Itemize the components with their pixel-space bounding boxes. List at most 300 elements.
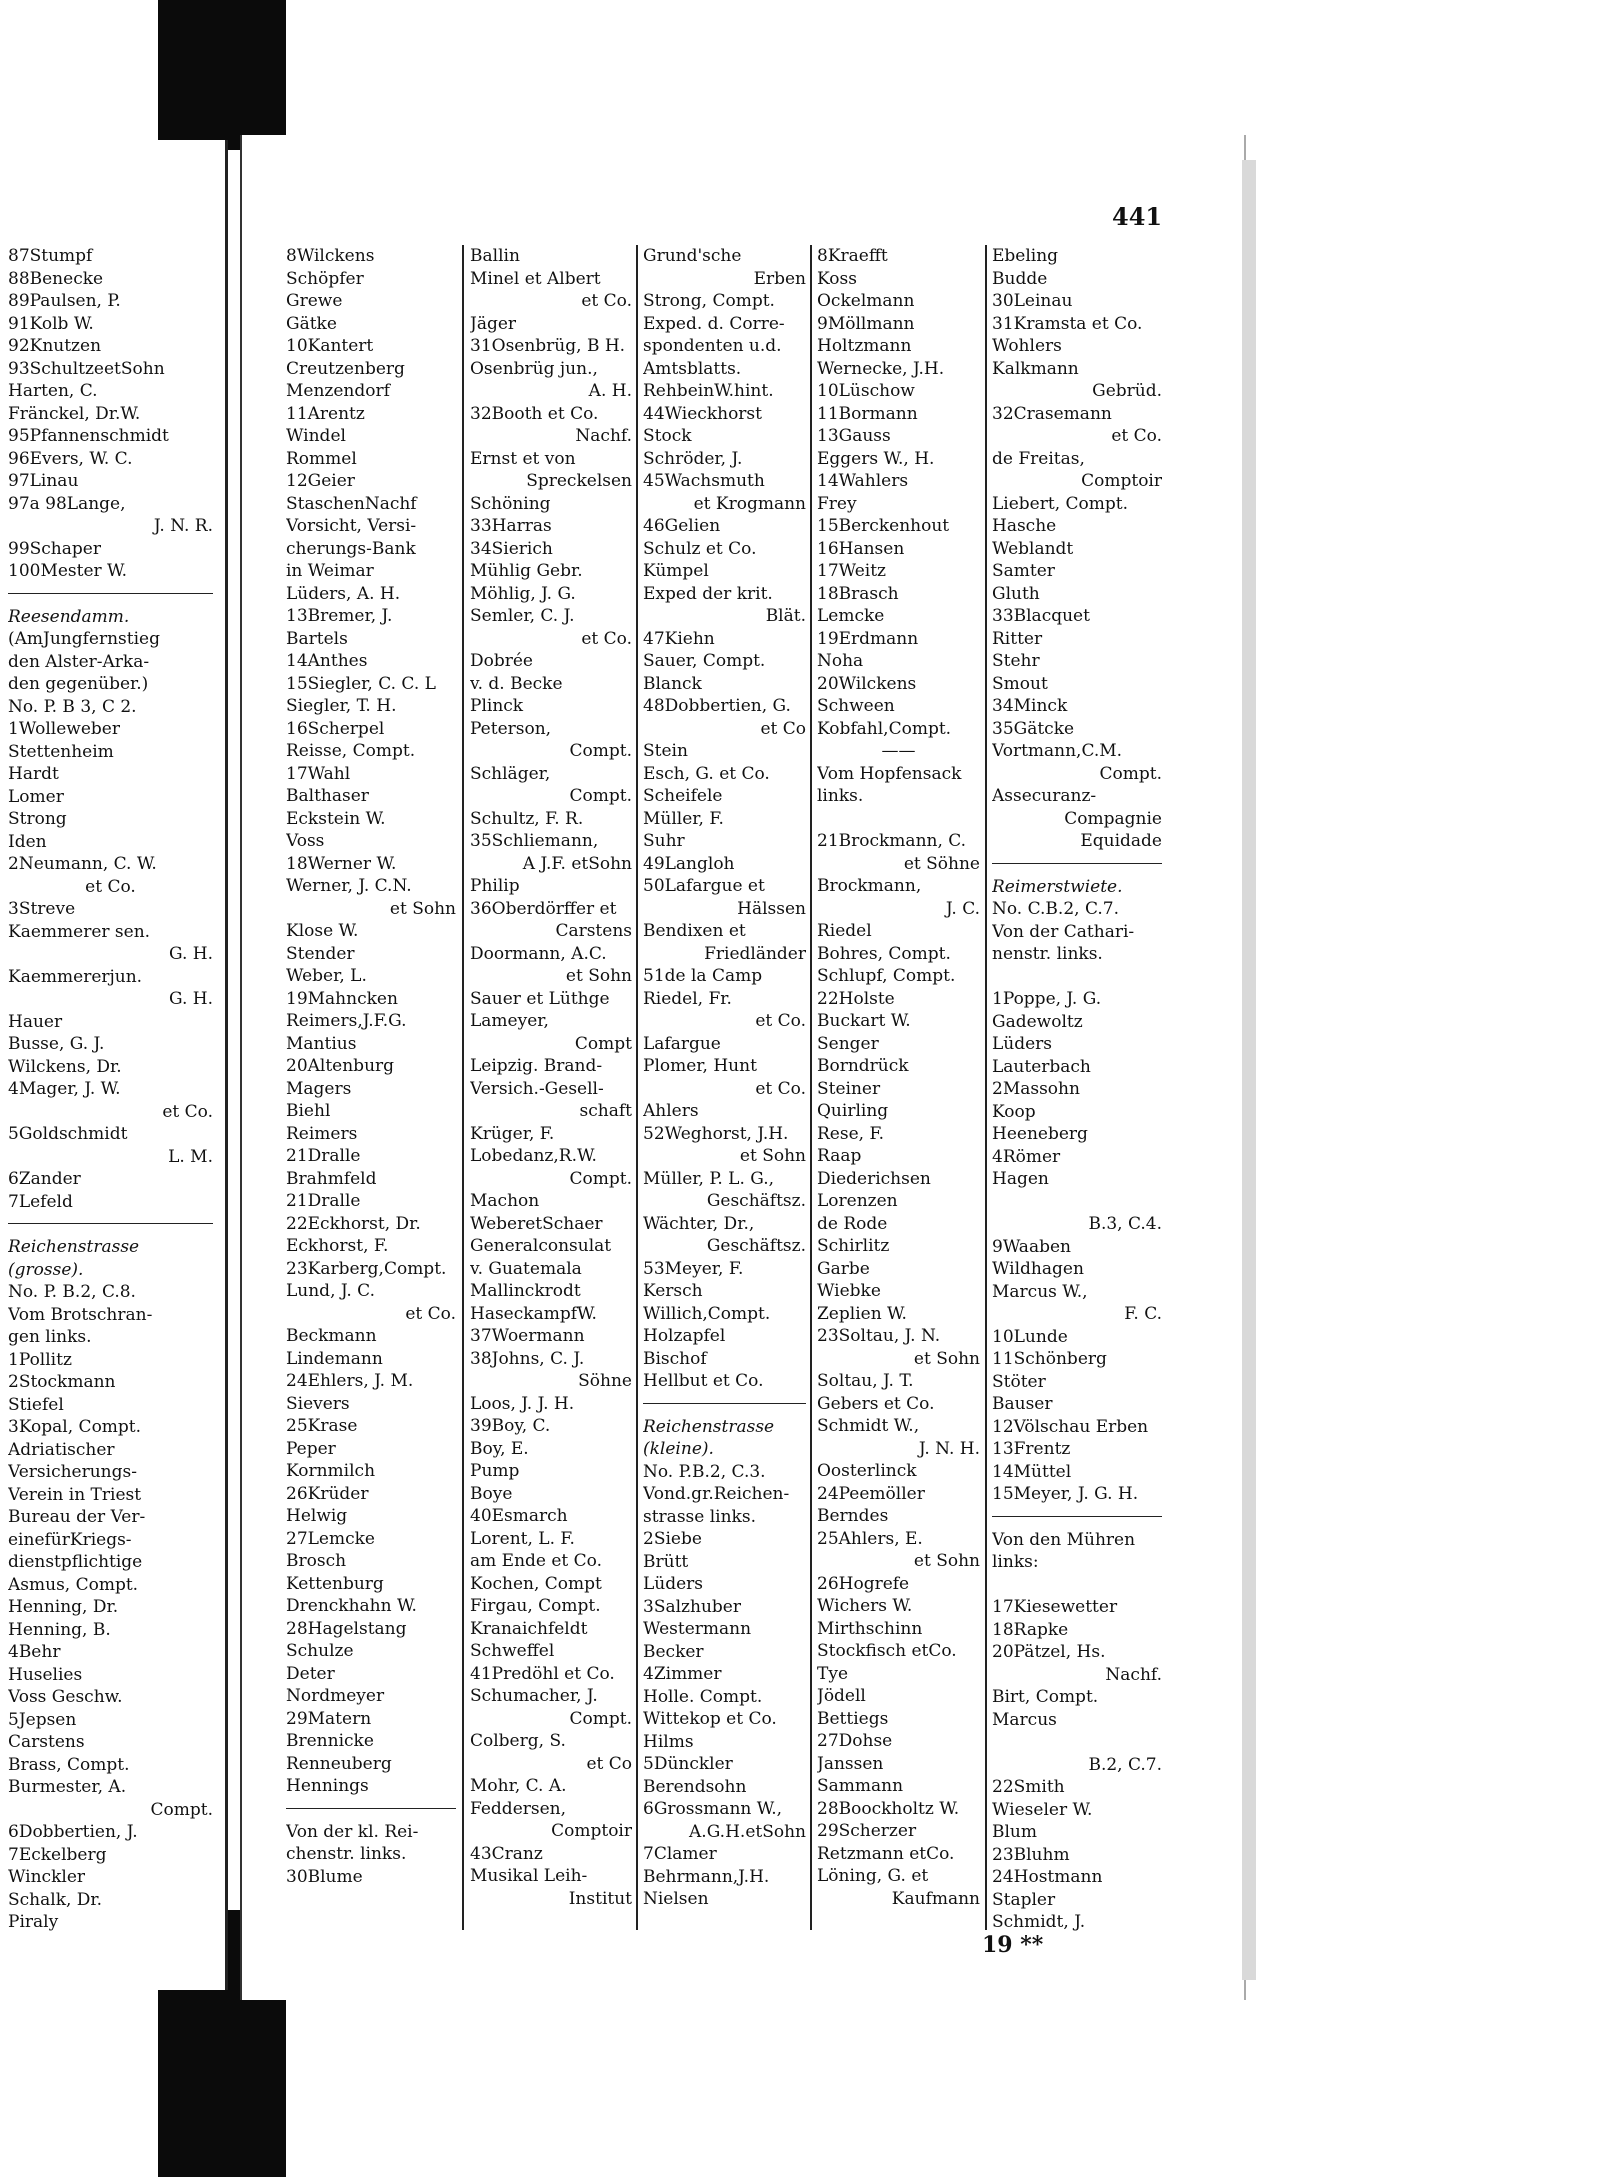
street-heading: Reichenstrasse	[8, 1237, 140, 1257]
directory-entry: Ebeling	[992, 246, 1059, 266]
directory-entry: 14Wahlers	[817, 471, 909, 491]
directory-entry: Hälssen	[737, 898, 806, 919]
directory-entry: Wilckens, Dr.	[8, 1056, 122, 1077]
directory-entry: links:	[992, 1552, 1039, 1572]
directory-entry: Holle. Compt.	[643, 1686, 763, 1707]
directory-entry: 17Kiesewetter	[992, 1597, 1118, 1617]
directory-entry: Reimers,J.F.G.	[286, 1011, 407, 1031]
directory-entry: 27Dohse	[817, 1731, 893, 1751]
directory-entry	[992, 1191, 1162, 1214]
directory-entry: Iden	[8, 831, 47, 852]
directory-entry: 97Linau	[8, 471, 79, 491]
directory-entry: 14Anthes	[286, 651, 368, 671]
directory-entry: Nachf.	[1105, 1664, 1162, 1685]
directory-entry: Colberg, S.	[470, 1731, 566, 1751]
directory-entry: Raap	[817, 1146, 862, 1166]
directory-entry: 12Geier	[286, 471, 355, 491]
directory-entry: Assecuranz-	[992, 786, 1097, 806]
directory-entry: Philip	[470, 876, 520, 896]
directory-entry: Krüger, F.	[470, 1123, 555, 1144]
directory-entry: 13Bremer, J.	[286, 606, 393, 626]
printer-signature: 19 **	[982, 1932, 1044, 1958]
directory-entry: Versicherungs-	[8, 1462, 137, 1482]
column-rule	[462, 245, 464, 1930]
directory-entry: Lomer	[8, 786, 64, 807]
directory-entry: 5Jepsen	[8, 1709, 77, 1730]
directory-entry: Rommel	[286, 448, 357, 469]
directory-entry: Doormann, A.C.	[470, 943, 607, 964]
directory-entry: Löning, G. et	[817, 1866, 929, 1886]
directory-entry: Marcus	[992, 1709, 1057, 1730]
directory-entry: et Co	[760, 718, 806, 739]
directory-column-4	[817, 245, 980, 1910]
directory-entry: Menzendorf	[286, 381, 390, 401]
directory-entry: Brennicke	[286, 1731, 374, 1751]
directory-entry: 4Zimmer	[643, 1664, 722, 1684]
directory-entry: Kaemmererjun.	[8, 966, 143, 987]
directory-entry: Brass, Compt.	[8, 1754, 130, 1775]
directory-entry: den Alster-Arka-	[8, 651, 150, 672]
directory-entry: schaft	[579, 1101, 632, 1121]
directory-entry: 3Streve	[8, 899, 76, 919]
directory-entry: Musikal Leih-	[470, 1866, 588, 1886]
directory-entry: et Co.	[755, 1078, 806, 1099]
directory-entry: A.G.H.etSohn	[689, 1821, 806, 1842]
directory-entry: Compt.	[569, 1168, 632, 1189]
directory-entry: 20Pätzel, Hs.	[992, 1642, 1106, 1662]
directory-entry: HaseckampfW.	[470, 1303, 597, 1324]
directory-entry: 30Leinau	[992, 291, 1073, 311]
directory-entry: Henning, Dr.	[8, 1597, 119, 1617]
directory-entry: 16Hansen	[817, 538, 905, 559]
directory-entry: 93SchultzeetSohn	[8, 358, 165, 379]
directory-entry: J. N. R.	[153, 516, 213, 536]
directory-entry: Bureau der Ver-	[8, 1507, 146, 1527]
directory-entry: No. P.B.2, C.3.	[643, 1461, 766, 1482]
directory-entry: 10Lunde	[992, 1326, 1068, 1347]
directory-entry: 17Weitz	[817, 561, 887, 581]
directory-entry: Stapler	[992, 1889, 1056, 1910]
directory-entry: links.	[817, 786, 864, 806]
directory-entry: Spreckelsen	[526, 471, 632, 491]
directory-entry: B.2, C.7.	[1088, 1754, 1162, 1775]
directory-entry: Plinck	[470, 696, 524, 716]
directory-entry: Kalkmann	[992, 358, 1079, 379]
directory-entry: et Co.	[85, 876, 136, 897]
directory-entry: Buckart W.	[817, 1011, 911, 1031]
directory-entry: Quirling	[817, 1101, 889, 1121]
directory-entry: 1Pollitz	[8, 1349, 72, 1370]
directory-entry: Stöter	[992, 1371, 1046, 1392]
directory-entry: 24Hostmann	[992, 1867, 1103, 1887]
directory-entry: Hennings	[286, 1776, 369, 1796]
directory-entry: 32Crasemann	[992, 403, 1112, 424]
directory-entry: Koop	[992, 1101, 1036, 1122]
directory-entry: Eggers W., H.	[817, 448, 935, 469]
directory-entry: 4Mager, J. W.	[8, 1079, 121, 1099]
street-heading: Reichenstrasse	[643, 1416, 775, 1437]
directory-entry: Sievers	[286, 1393, 350, 1414]
directory-entry: Reisse, Compt.	[286, 741, 416, 761]
directory-entry: 18Rapke	[992, 1619, 1069, 1640]
column-rule	[636, 245, 638, 1930]
directory-entry: 25Krase	[286, 1416, 358, 1436]
directory-entry: Schmidt, J.	[992, 1912, 1086, 1932]
directory-entry: Stehr	[992, 651, 1040, 671]
directory-entry: Budde	[992, 268, 1048, 289]
directory-entry: 17Wahl	[286, 763, 351, 784]
directory-entry: Burmester, A.	[8, 1777, 127, 1797]
directory-entry: Generalconsulat	[470, 1236, 612, 1256]
directory-entry: 44Wieckhorst	[643, 403, 762, 424]
directory-entry: Exped der krit.	[643, 583, 773, 604]
directory-entry: 50Lafargue et	[643, 876, 765, 896]
directory-entry: 24Peemöller	[817, 1483, 925, 1504]
directory-entry: Schröder, J.	[643, 448, 743, 469]
directory-entry: Brosch	[286, 1551, 347, 1571]
directory-entry: No. C.B.2, C.7.	[992, 899, 1119, 919]
page-number: 441	[1112, 202, 1163, 231]
directory-entry: v. Guatemala	[470, 1258, 582, 1279]
directory-column-2	[470, 245, 632, 1910]
directory-entry: 3Salzhuber	[643, 1596, 741, 1617]
page-edge	[1242, 160, 1256, 1980]
street-heading: (kleine).	[643, 1439, 714, 1459]
directory-entry: Lüders	[992, 1034, 1053, 1054]
directory-entry: Wohlers	[992, 336, 1062, 356]
directory-entry: Ritter	[992, 628, 1043, 649]
directory-entry: Wiebke	[817, 1281, 881, 1301]
directory-entry: Vond.gr.Reichen-	[643, 1484, 790, 1504]
directory-entry: Lorent, L. F.	[470, 1528, 575, 1549]
directory-entry: Ernst et von	[470, 448, 576, 469]
directory-entry: 87Stumpf	[8, 246, 93, 266]
directory-entry: Schumacher, J.	[470, 1686, 598, 1706]
directory-entry: Willich,Compt.	[643, 1303, 771, 1324]
directory-entry: Deter	[286, 1663, 335, 1684]
directory-entry: Gluth	[992, 583, 1040, 604]
directory-entry: Bettiegs	[817, 1708, 889, 1729]
directory-entry: Lauterbach	[992, 1056, 1091, 1077]
directory-entry: 23Karberg,Compt.	[286, 1258, 447, 1279]
directory-entry: Balthaser	[286, 786, 369, 806]
directory-column-1	[286, 245, 456, 1888]
directory-entry: 5Goldschmidt	[8, 1124, 128, 1144]
directory-entry: Samter	[992, 561, 1055, 581]
directory-entry: 39Boy, C.	[470, 1416, 551, 1436]
directory-entry: 35Gätcke	[992, 718, 1075, 739]
directory-entry: Blät.	[765, 606, 806, 626]
directory-entry: 7Eckelberg	[8, 1844, 107, 1865]
directory-entry: Amtsblatts.	[643, 358, 742, 379]
directory-entry: A J.F. etSohn	[522, 853, 632, 874]
directory-entry: Von der kl. Rei-	[286, 1821, 419, 1842]
directory-entry: Schulz et Co.	[643, 538, 757, 559]
directory-entry: 25Ahlers, E.	[817, 1528, 923, 1549]
directory-entry: Carstens	[8, 1732, 85, 1752]
directory-entry: Suhr	[643, 831, 685, 851]
directory-entry: No. P. B.2, C.8.	[8, 1282, 136, 1302]
directory-entry: 34Minck	[992, 696, 1068, 716]
directory-entry: de Rode	[817, 1213, 888, 1234]
directory-entry: Schmidt W.,	[817, 1416, 920, 1436]
directory-entry: Wieseler W.	[992, 1799, 1093, 1820]
directory-entry: et Co.	[1111, 426, 1162, 446]
directory-entry: Equidade	[1080, 831, 1162, 851]
directory-entry: Boye	[470, 1483, 513, 1504]
directory-entry: Ahlers	[643, 1101, 699, 1121]
directory-entry: 91Kolb W.	[8, 313, 94, 334]
directory-entry: et Co.	[162, 1101, 213, 1122]
directory-entry: 19Mahncken	[286, 988, 398, 1009]
directory-entry: Hasche	[992, 516, 1057, 536]
directory-entry: 22Holste	[817, 988, 895, 1009]
directory-entry: StaschenNachf	[286, 493, 417, 514]
directory-entry: Hardt	[8, 764, 59, 784]
directory-entry: Strong, Compt.	[643, 291, 775, 311]
street-heading: (grosse).	[8, 1259, 84, 1280]
column-rule	[985, 245, 987, 1930]
directory-entry: 52Weghorst, J.H.	[643, 1123, 789, 1144]
directory-entry: Huselies	[8, 1664, 83, 1685]
directory-entry: Asmus, Compt.	[8, 1574, 139, 1595]
directory-entry: Eckstein W.	[286, 808, 386, 829]
directory-entry: 2Siebe	[643, 1529, 702, 1549]
directory-entry: Brahmfeld	[286, 1168, 377, 1189]
directory-entry: B.3, C.4.	[1088, 1214, 1162, 1234]
directory-entry: 11Bormann	[817, 403, 918, 424]
directory-entry	[992, 1574, 1162, 1597]
section-rule	[643, 1403, 806, 1416]
directory-entry: Janssen	[817, 1753, 884, 1774]
directory-entry: Westermann	[643, 1619, 752, 1639]
directory-entry: Wittekop et Co.	[643, 1709, 777, 1729]
directory-entry: Bohres, Compt.	[817, 943, 951, 964]
directory-entry: chenstr. links.	[286, 1844, 407, 1864]
directory-entry: Compt.	[569, 786, 632, 806]
directory-entry: Schultz, F. R.	[470, 808, 584, 829]
directory-entry: Kettenburg	[286, 1573, 384, 1594]
directory-entry: et Co.	[405, 1303, 456, 1324]
directory-entry: 38Johns, C. J.	[470, 1348, 585, 1369]
directory-entry: Heeneberg	[992, 1124, 1088, 1144]
directory-column-5	[992, 245, 1162, 1934]
directory-entry: Behrmann,J.H.	[643, 1866, 770, 1887]
directory-entry: 28Hagelstang	[286, 1618, 407, 1639]
directory-entry	[817, 808, 980, 831]
directory-entry: Klose W.	[286, 921, 359, 941]
directory-entry: 3Kopal, Compt.	[8, 1417, 142, 1437]
directory-entry: Versich.-Gesell-	[470, 1078, 604, 1099]
directory-entry: Garbe	[817, 1258, 870, 1279]
directory-entry: 24Ehlers, J. M.	[286, 1371, 414, 1391]
directory-entry: Berendsohn	[643, 1776, 747, 1797]
directory-entry: 36Oberdörffer et	[470, 898, 617, 919]
directory-entry: Osenbrüg jun.,	[470, 358, 598, 379]
directory-entry: 2Massohn	[992, 1079, 1080, 1099]
directory-entry: Erben	[753, 268, 806, 289]
directory-entry: Bartels	[286, 628, 348, 649]
directory-entry: Rese, F.	[817, 1123, 885, 1144]
directory-entry: dienstpflichtige	[8, 1552, 143, 1572]
directory-entry: Carstens	[555, 921, 632, 941]
section-rule	[992, 863, 1162, 876]
directory-entry: Firgau, Compt.	[470, 1596, 601, 1616]
directory-entry: Mallinckrodt	[470, 1281, 581, 1301]
directory-entry: Senger	[817, 1033, 879, 1054]
directory-entry: RehbeinW.hint.	[643, 381, 774, 401]
directory-entry: et Sohn	[913, 1551, 980, 1571]
directory-entry: Vom Hopfensack	[817, 763, 962, 784]
directory-entry: Magers	[286, 1078, 352, 1099]
directory-entry: et Co.	[581, 291, 632, 311]
directory-entry: 21Dralle	[286, 1146, 361, 1166]
directory-entry: Wächter, Dr.,	[643, 1213, 755, 1234]
directory-entry: Esch, G. et Co.	[643, 763, 770, 784]
directory-entry: 31Osenbrüg, B H.	[470, 336, 626, 356]
directory-entry: Mantius	[286, 1033, 357, 1054]
directory-entry: G. H.	[168, 944, 213, 964]
directory-entry: Drenckhahn W.	[286, 1596, 417, 1616]
directory-entry: Schalk, Dr.	[8, 1889, 103, 1910]
directory-entry: Berndes	[817, 1506, 889, 1526]
directory-entry: am Ende et Co.	[470, 1551, 603, 1571]
directory-entry: Institut	[568, 1888, 632, 1909]
section-rule	[286, 1808, 456, 1821]
directory-entry: Compt.	[569, 741, 632, 761]
directory-entry: Comptoir	[1081, 471, 1162, 491]
directory-entry: Renneuberg	[286, 1753, 392, 1774]
column-rule	[810, 245, 812, 1930]
directory-entry: Bauser	[992, 1394, 1053, 1414]
directory-entry: Mühlig Gebr.	[470, 561, 583, 581]
directory-entry: Mirthschinn	[817, 1618, 923, 1639]
directory-entry: den gegenüber.)	[8, 674, 149, 694]
directory-entry: et Sohn	[565, 966, 632, 986]
directory-entry: Schween	[817, 696, 895, 716]
directory-entry: Biehl	[286, 1101, 331, 1121]
directory-entry: Eckhorst, F.	[286, 1236, 389, 1256]
directory-entry: spondenten u.d.	[643, 336, 782, 356]
directory-entry: Soltau, J. T.	[817, 1371, 914, 1391]
directory-entry: Ballin	[470, 246, 520, 266]
directory-entry: Plomer, Hunt	[643, 1056, 757, 1076]
directory-entry: Marcus W.,	[992, 1281, 1088, 1302]
directory-entry: 27Lemcke	[286, 1528, 375, 1549]
directory-entry: 18Brasch	[817, 583, 899, 604]
directory-entry: 6Dobbertien, J.	[8, 1822, 138, 1842]
directory-entry: 49Langloh	[643, 853, 735, 874]
directory-entry: 14Müttel	[992, 1461, 1072, 1482]
directory-entry: 95Pfannenschmidt	[8, 426, 169, 446]
directory-entry: Wernecke, J.H.	[817, 358, 945, 379]
directory-entry: Jäger	[470, 313, 517, 334]
directory-entry: 23Bluhm	[992, 1844, 1070, 1865]
directory-entry: et Co.	[581, 628, 632, 649]
directory-entry: Compt.	[1099, 763, 1162, 784]
directory-entry: et Söhne	[903, 853, 980, 874]
directory-entry: 4Behr	[8, 1642, 61, 1662]
directory-entry: Borndrück	[817, 1056, 909, 1076]
directory-entry: Gätke	[286, 313, 337, 334]
directory-entry: 5Dünckler	[643, 1754, 733, 1774]
directory-entry: Frey	[817, 493, 857, 514]
directory-entry: 40Esmarch	[470, 1506, 568, 1526]
directory-entry: 88Benecke	[8, 268, 104, 289]
directory-entry: Müller, F.	[643, 808, 724, 829]
directory-entry: Windel	[286, 426, 346, 446]
directory-entry: Kaemmerer sen.	[8, 921, 151, 942]
directory-entry: Lobedanz,R.W.	[470, 1146, 597, 1166]
directory-entry: 13Gauss	[817, 426, 891, 446]
directory-entry: Semler, C. J.	[470, 606, 575, 626]
directory-entry: 13Frentz	[992, 1439, 1071, 1459]
directory-entry: Weber, L.	[286, 966, 367, 986]
directory-entry: Wildhagen	[992, 1259, 1084, 1279]
street-heading: Reesendamm.	[8, 606, 130, 627]
directory-entry: Wichers W.	[817, 1596, 913, 1616]
directory-entry: Schirlitz	[817, 1236, 890, 1256]
directory-entry: 37Woermann	[470, 1326, 585, 1346]
directory-entry: 4Römer	[992, 1146, 1061, 1167]
directory-entry: Dobrée	[470, 651, 533, 671]
directory-entry: Strong	[8, 809, 67, 829]
directory-entry: Noha	[817, 651, 864, 671]
directory-entry: 45Wachsmuth	[643, 471, 765, 491]
directory-entry: Gebrüd.	[1092, 381, 1162, 401]
directory-entry: Kersch	[643, 1281, 703, 1301]
directory-entry: Retzmann etCo.	[817, 1843, 955, 1864]
directory-entry: 35Schliemann,	[470, 831, 599, 851]
directory-entry: Lindemann	[286, 1348, 383, 1369]
directory-entry	[992, 1731, 1162, 1754]
directory-entry: Holtzmann	[817, 336, 912, 356]
directory-entry: Compt.	[150, 1799, 213, 1820]
directory-entry: Schläger,	[470, 763, 551, 784]
directory-entry: Voss	[286, 831, 325, 851]
directory-entry: 92Knutzen	[8, 336, 102, 356]
directory-entry: et Sohn	[389, 898, 456, 919]
directory-entry: Lafargue	[643, 1033, 721, 1054]
directory-entry	[992, 966, 1162, 989]
directory-entry: Möhlig, J. G.	[470, 583, 576, 604]
directory-entry: Hellbut et Co.	[643, 1371, 764, 1391]
directory-entry: Von der Cathari-	[992, 921, 1135, 942]
directory-entry: Peper	[286, 1438, 336, 1459]
directory-entry: Geschäftsz.	[706, 1191, 806, 1211]
directory-entry: Weblandt	[992, 538, 1074, 559]
directory-entry: Kochen, Compt	[470, 1573, 602, 1594]
directory-entry: Kaufmann	[891, 1888, 980, 1909]
directory-entry: Schweffel	[470, 1641, 555, 1661]
directory-entry: 89Paulsen, P.	[8, 291, 121, 311]
directory-entry: Peterson,	[470, 718, 552, 739]
street-heading: Reimerstwiete.	[992, 876, 1123, 897]
directory-entry: Nordmeyer	[286, 1686, 385, 1706]
directory-column-3	[643, 245, 806, 1911]
directory-entry: Creutzenberg	[286, 358, 405, 379]
directory-entry: 9Waaben	[992, 1236, 1071, 1257]
directory-entry: 51de la Camp	[643, 966, 763, 986]
directory-entry: Piraly	[8, 1912, 59, 1932]
directory-entry: ——	[881, 741, 916, 761]
directory-entry: No. P. B 3, C 2.	[8, 696, 137, 717]
directory-entry: 12Völschau Erben	[992, 1416, 1149, 1437]
directory-entry: Lüders	[643, 1574, 704, 1594]
directory-entry: Müller, P. L. G.,	[643, 1168, 775, 1189]
directory-entry: Steiner	[817, 1078, 881, 1099]
directory-entry: 30Blume	[286, 1866, 363, 1887]
